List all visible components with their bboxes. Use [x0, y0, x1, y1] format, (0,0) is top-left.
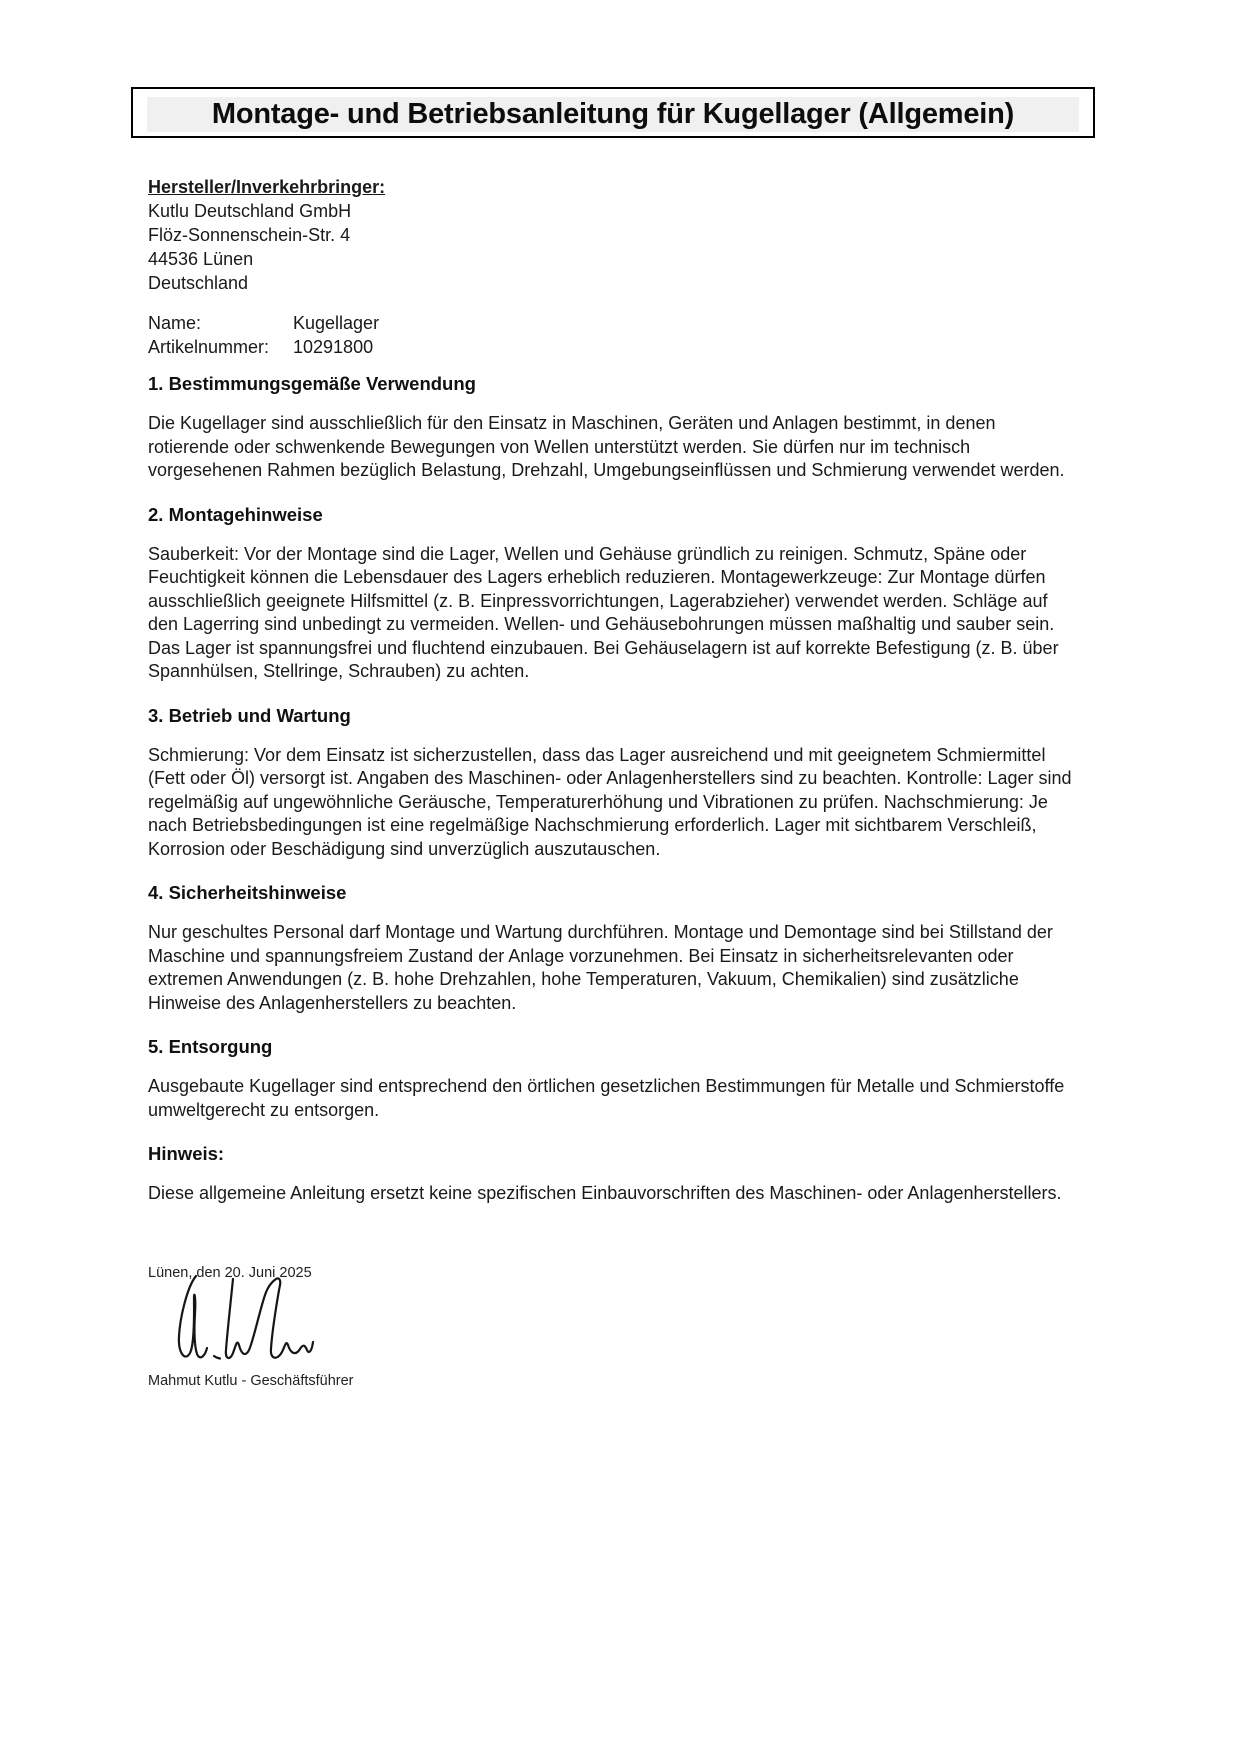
- manufacturer-country-line: Deutschland: [148, 273, 249, 293]
- product-name-label: Name:: [148, 313, 202, 333]
- document-title-box: [131, 87, 1095, 138]
- manufacturer-street-line: Flöz-Sonnenschein-Str. 4: [148, 225, 351, 245]
- signer-name-line: Mahmut Kutlu - Geschäftsführer: [148, 1372, 354, 1389]
- manufacturer-block: [148, 175, 1078, 295]
- signature-image: [175, 1273, 315, 1365]
- manufacturer-heading: Hersteller/Inverkehrbringer:: [148, 177, 386, 197]
- section-2-heading: 2. Montagehinweise: [148, 503, 323, 525]
- section-5-heading: 5. Entsorgung: [148, 1036, 273, 1057]
- section-3-paragraph: Schmierung: Vor dem Einsatz ist sicherzustellen, dass das Lager ausreichend und mit geeignetem Schmiermittel (Fett oder Öl) versorgt ist. Angaben des Maschinen- oder Anlagenherstellers sind zu beachten. Kontrolle: Lager sind regelmäßig auf ungewöhnliche Geräusche, Temperaturerhöhung und Vibrationen zu prüfen. Nachschmierung: Je nach Betriebsbedingungen ist eine regelmäßige Nachschmierung erforderlich. Lager mit sichtbarem Verschleiß, Korrosion oder Beschädigung sind unverzüglich auszutauschen.: [148, 744, 1072, 859]
- section-2-paragraph: Sauberkeit: Vor der Montage sind die Lager, Wellen und Gehäuse gründlich zu reinigen. Schmutz, Späne oder Feuchtigkeit können die Lebensdauer des Lagers erheblich reduzieren. Montagewerkzeuge: Zur Montage dürfen ausschließlich geeignete Hilfsmittel (z. B. Einpressvorrichtungen, Lagerabzieher) verwendet werden. Schläge auf den Lagerring sind unbedingt zu vermeiden. Wellen- und Gehäusebohrungen müssen maßhaltig und sauber sein. Das Lager ist spannungsfrei und fluchtend einzubauen. Bei Gehäuselagern ist auf korrekte Befestigung (z. B. über Spannhülsen, Stellringe, Schrauben) zu achten.: [148, 543, 1059, 681]
- section-3-heading: 3. Betrieb und Wartung: [148, 704, 351, 726]
- section-4-paragraph: Nur geschultes Personal darf Montage und Wartung durchführen. Montage und Demontage sind bei Stillstand der Maschine und spannungsfreiem Zustand der Anlage vorzunehmen. Bei Einsatz in sicherheitsrelevanten oder extremen Anwendungen (z. B. hohe Drehzahlen, hohe Temperaturen, Vakuum, Chemikalien) sind zusätzliche Hinweise des Anlagenherstellers zu beachten.: [148, 922, 1053, 1013]
- note-paragraph: Diese allgemeine Anleitung ersetzt keine spezifischen Einbauvorschriften des Maschinen- oder Anlagenherstellers.: [148, 1183, 1062, 1203]
- manufacturer-company-line: Kutlu Deutschland GmbH: [148, 201, 352, 221]
- manufacturer-city-line: 44536 Lünen: [148, 249, 254, 269]
- product-name-value: Kugellager: [293, 313, 380, 333]
- section-1-paragraph: Die Kugellager sind ausschließlich für den Einsatz in Maschinen, Geräten und Anlagen bestimmt, in denen rotierende oder schwenkende Bewegungen von Wellen unterstützt werden. Sie dürfen nur im technisch vorgesehenen Rahmen bezüglich Belastung, Drehzahl, Umgebungseinflüssen und Schmierung verwendet werden.: [148, 413, 1065, 480]
- document-title: Montage- und Betriebsanleitung für Kugellager (Allgemein): [211, 98, 1015, 130]
- product-article-number-value: 10291800: [293, 337, 374, 357]
- product-info-table: [148, 311, 1078, 359]
- document-title-background: [147, 97, 1079, 132]
- product-article-number-row: [148, 335, 1078, 359]
- product-name-row: [148, 311, 1078, 335]
- section-1-heading: 1. Bestimmungsgemäße Verwendung: [148, 373, 476, 394]
- note-heading: Hinweis:: [148, 1143, 225, 1164]
- date-place-line: Lünen, den 20. Juni 2025: [148, 1264, 312, 1281]
- section-4-heading: 4. Sicherheitshinweise: [148, 882, 347, 903]
- product-article-number-label: Artikelnummer:: [148, 337, 270, 357]
- section-5-paragraph: Ausgebaute Kugellager sind entsprechend den örtlichen gesetzlichen Bestimmungen für Metalle und Schmierstoffe umweltgerecht zu entsorgen.: [148, 1076, 1065, 1120]
